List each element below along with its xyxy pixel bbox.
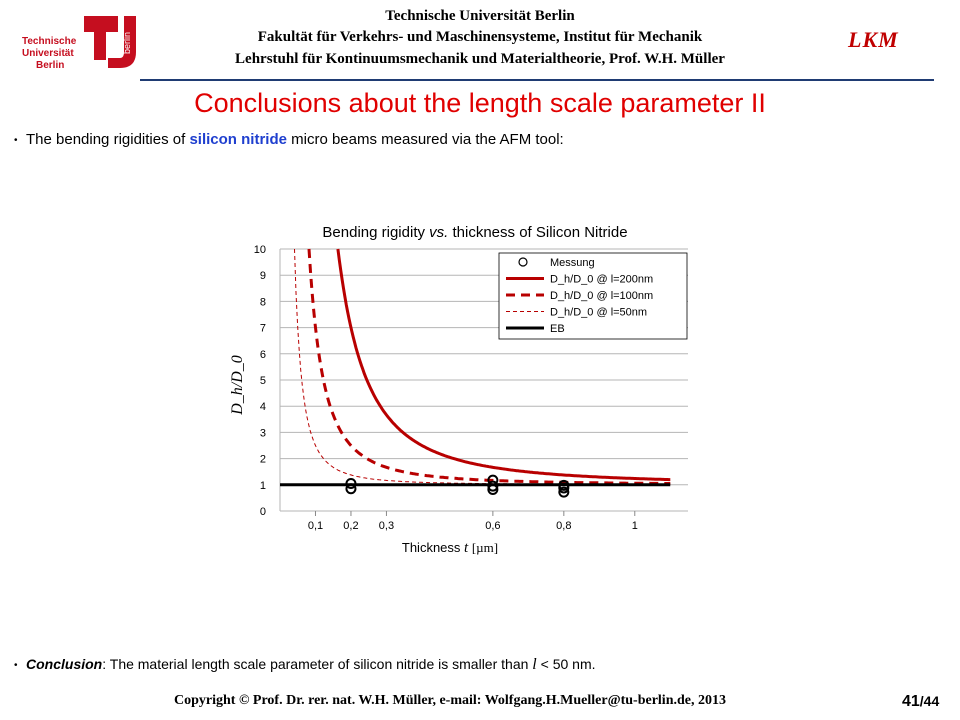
conclusion-label: Conclusion bbox=[26, 656, 103, 672]
y-tick-label: 0 bbox=[259, 506, 266, 518]
legend-label: D_h/D_0 @ l=100nm bbox=[550, 290, 654, 302]
legend-label: EB bbox=[550, 323, 565, 335]
y-tick-label: 2 bbox=[259, 453, 266, 466]
header-chair: Lehrstuhl für Kontinuumsmechanik und Materialtheorie, Prof. W.H. Müller bbox=[235, 51, 725, 67]
page-number bbox=[902, 693, 939, 711]
legend-label: D_h/D_0 @ l=200nm bbox=[550, 273, 654, 286]
bullet-conclusion bbox=[14, 656, 596, 674]
lkm-logo: LKM bbox=[848, 27, 899, 52]
logo-line-2: Universität bbox=[22, 48, 74, 59]
y-tick-label: 7 bbox=[259, 322, 266, 335]
x-tick-label: 0,6 bbox=[485, 520, 501, 532]
slide-title: Conclusions about the length scale parameter II bbox=[194, 88, 766, 118]
chart-title: Bending rigidity vs. thickness of Silicon Nitride bbox=[322, 224, 628, 241]
header-divider bbox=[140, 79, 934, 81]
tu-berlin-logo bbox=[18, 12, 138, 76]
y-tick-label: 3 bbox=[259, 427, 266, 440]
y-tick-label: 6 bbox=[259, 348, 266, 361]
conclusion-post: < 50 nm. bbox=[536, 656, 596, 672]
y-tick-label: 5 bbox=[259, 375, 266, 387]
conclusion-var: l bbox=[532, 656, 537, 673]
logo-berlin-word: berlin bbox=[122, 31, 132, 54]
conclusion-pre: : The material length scale parameter of silicon nitride is smaller than bbox=[102, 656, 533, 672]
logo-line-1: Technische bbox=[22, 36, 77, 47]
bullet-dot: • bbox=[14, 134, 18, 146]
x-tick-label: 1 bbox=[631, 520, 638, 532]
x-tick-label: 0,8 bbox=[556, 520, 572, 532]
bullet-dot: • bbox=[14, 659, 18, 671]
x-tick-label: 0,3 bbox=[378, 520, 395, 532]
y-tick-label: 4 bbox=[259, 401, 266, 414]
y-tick-label: 8 bbox=[259, 296, 266, 309]
bullet-measurement bbox=[14, 131, 564, 148]
legend-label: D_h/D_0 @ l=50nm bbox=[550, 306, 648, 319]
chart-legend bbox=[499, 253, 687, 339]
x-tick-label: 0,1 bbox=[307, 520, 324, 532]
page-total: /44 bbox=[919, 693, 940, 709]
bullet1-highlight: silicon nitride bbox=[189, 131, 287, 148]
y-axis-label: D_h/D_0 bbox=[229, 355, 246, 415]
y-tick-label: 9 bbox=[259, 270, 266, 283]
header-faculty: Fakultät für Verkehrs- und Maschinensysteme, Institut für Mechanik bbox=[257, 29, 703, 45]
x-axis-label: Thickness t [µm] bbox=[401, 540, 499, 556]
x-tick-label: 0,2 bbox=[343, 520, 359, 532]
bullet1-pre: The bending rigidities of bbox=[26, 131, 190, 148]
logo-line-3: Berlin bbox=[36, 60, 65, 71]
y-tick-label: 10 bbox=[253, 244, 266, 256]
bending-rigidity-chart bbox=[200, 215, 700, 565]
footer-copyright: Copyright © Prof. Dr. rer. nat. W.H. Müller, e-mail: Wolfgang.H.Mueller@tu-berlin.de, 2013 bbox=[174, 693, 726, 708]
page-current: 41 bbox=[902, 693, 920, 710]
header-university: Technische Universität Berlin bbox=[385, 8, 575, 24]
bullet1-post: micro beams measured via the AFM tool: bbox=[286, 131, 564, 148]
tu-logo-mark bbox=[84, 16, 136, 68]
y-tick-label: 1 bbox=[259, 479, 266, 492]
legend-label: Messung bbox=[550, 257, 595, 269]
